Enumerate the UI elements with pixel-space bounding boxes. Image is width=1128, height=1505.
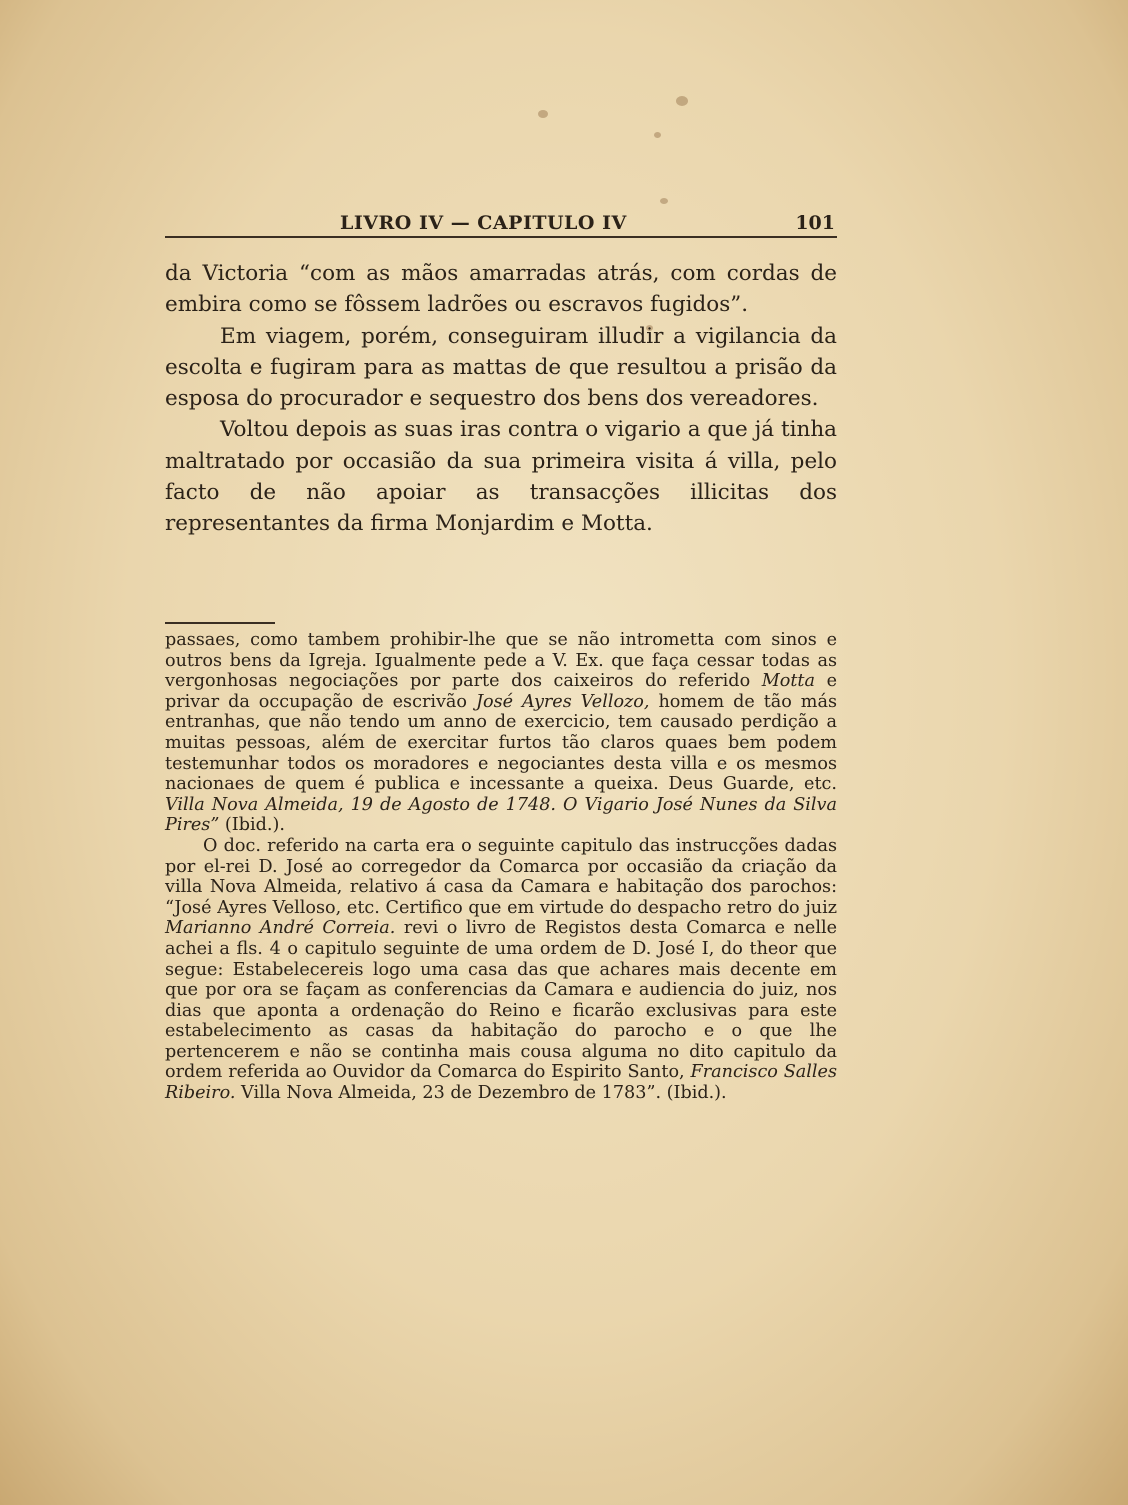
footnote-paragraph (165, 630, 837, 836)
footnote-text: O doc. referido na carta era o seguinte capitulo das instrucções dadas por el-rei D. José ao corregedor da Comarca por occasião da criação da villa Nova Almeida, relativo á casa da Camara e habitação dos parochos: “José Ayres Velloso, etc. Certifico que em virtude do despacho retro do juiz (165, 835, 837, 918)
footnote-italic: José Ayres Vellozo, (475, 691, 650, 712)
main-text (165, 258, 837, 540)
page-number: 101 (795, 212, 835, 234)
footnote-italic: Villa Nova Almeida, 19 de Agosto de 1748. O Vigario José Nunes da Silva Pires” (165, 794, 837, 836)
running-header (165, 210, 837, 238)
footnote-rule (165, 622, 275, 624)
footnote-italic: Motta (761, 671, 815, 692)
footnote-text: e privar da occupação de escrivão (165, 671, 837, 712)
ink-stain (654, 132, 661, 138)
footnotes (165, 630, 837, 1104)
footnote-italic: Marianno André Correia. (165, 918, 396, 939)
footnote-text: revi o livro de Registos desta Comarca e nelle achei a fls. 4 o capitulo seguinte de uma ordem de D. José I, do theor que segue: Estabelecereis logo uma casa das que achares mais decente em que por ora se façam as conferencias da Camara e audiencia do juiz, nos dias que aponta a ordenação do Reino e ficarão exclusivas para este estabelecimento as casas da habitação do parocho e o que lhe pertencerem e não se continha mais cousa alguma no dito capitulo da ordem referida ao Ouvidor da Comarca do Espirito Santo, (165, 918, 837, 1083)
footnote-text: passaes, como tambem prohibir-lhe que se não intrometta com sinos e outros bens da Igreja. Igualmente pede a V. Ex. que faça cessar todas as vergonhosas negociações por parte dos caixeiros do referido (165, 630, 837, 692)
footnote-text: (Ibid.). (219, 815, 285, 836)
footnote-paragraph (165, 836, 837, 1104)
footnote-italic: Francisco Salles Ribeiro. (165, 1062, 837, 1104)
ink-stain (538, 110, 548, 118)
paragraph: da Victoria “com as mãos amarradas atrás, com cordas de embira como se fôssem ladrões ou escravos fugidos”. (165, 261, 837, 318)
footnote-text: Villa Nova Almeida, 23 de Dezembro de 1783”. (Ibid.). (235, 1083, 727, 1104)
ink-stain (660, 198, 668, 204)
paragraph: Voltou depois as suas iras contra o vigario a que já tinha maltratado por occasião da sua primeira visita á villa, pelo facto de não apoiar as transacções illicitas dos representantes da firma Monjardim e Motta. (165, 417, 837, 537)
ink-stain (676, 96, 688, 106)
running-title: LIVRO IV — CAPITULO IV (340, 212, 627, 234)
footnote-text: homem de tão más entranhas, que não tendo um anno de exercicio, tem causado perdição a muitas pessoas, além de exercitar furtos tão claros quaes bem podem testemunhar todos os moradores e negociantes desta villa e os mesmos nacionaes de quem é publica e incessante a queixa. Deus Guarde, etc. (165, 691, 837, 795)
paragraph: Em viagem, porém, conseguiram illudir a vigilancia da escolta e fugiram para as mattas de que resultou a prisão da esposa do procurador e sequestro dos bens dos vereadores. (165, 323, 837, 412)
